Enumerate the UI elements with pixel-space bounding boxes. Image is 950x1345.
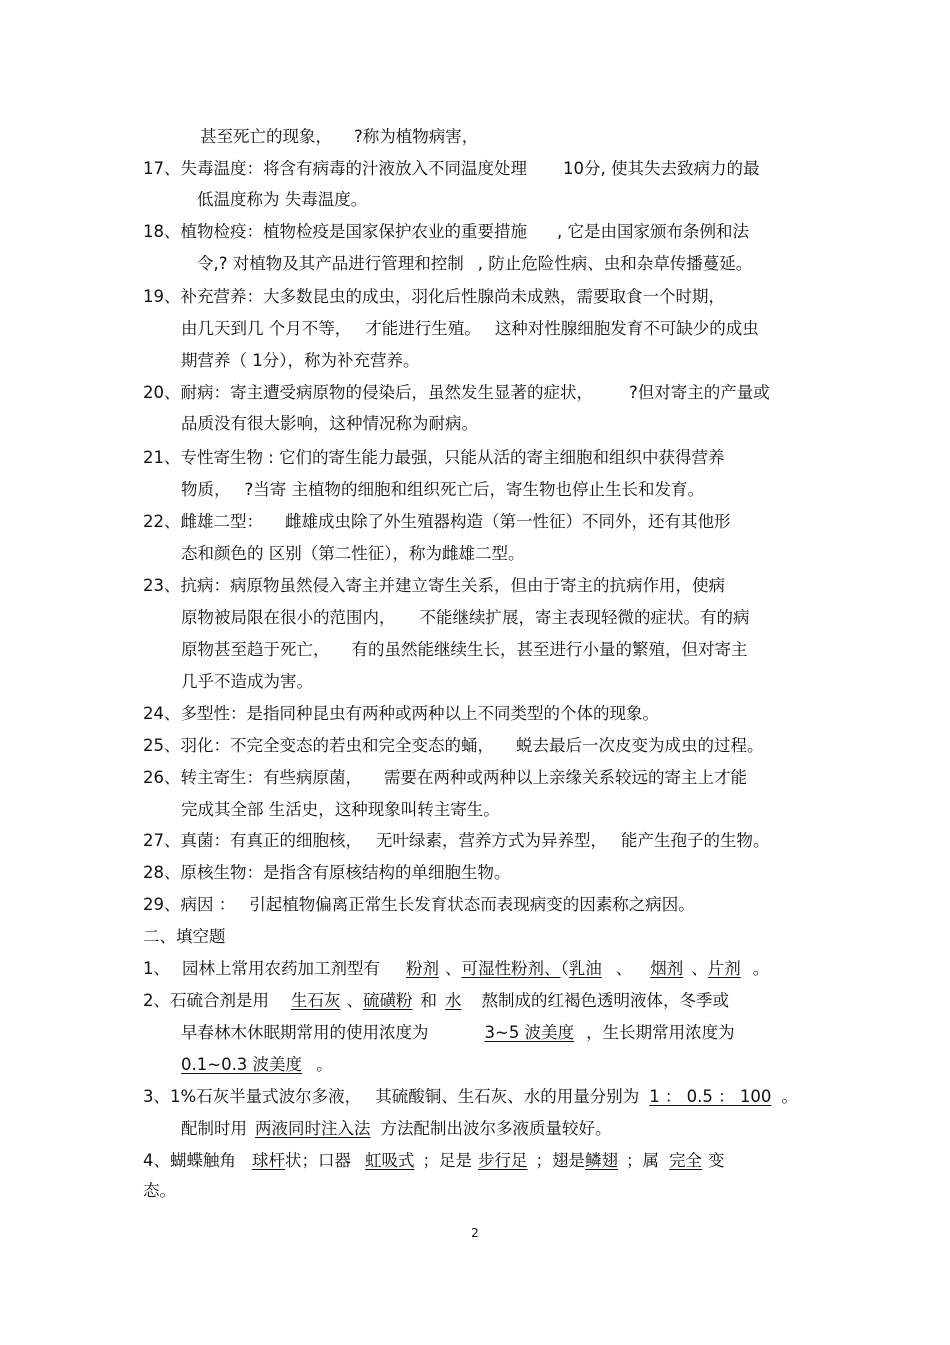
text-segment: ；翅是 — [535, 1151, 585, 1170]
text-segment: 物质， — [181, 480, 231, 499]
text-segment: ?称为植物病害， — [354, 127, 479, 146]
text-segment: 这种对性腺细胞发育不可缺少的成虫 — [494, 319, 759, 338]
text-line — [143, 1150, 725, 1172]
text-segment: ?当寄 主植物的细胞和组织死亡后，寄生物也停止生长和发育。 — [244, 480, 705, 499]
text-segment: ?但对寄主的产量或 — [629, 383, 770, 402]
text-segment: 1、 — [143, 959, 170, 978]
answer-blank: 完全 — [669, 1151, 702, 1170]
text-line — [197, 253, 752, 275]
text-segment: 需要在两种或两种以上亲缘关系较远的寄主上才能 — [384, 768, 747, 787]
text-segment: 25、羽化：不完全变态的若虫和完全变态的蛹， — [143, 736, 494, 755]
text-line — [143, 221, 749, 243]
text-segment: 有的虽然能继续生长，甚至进行小量的繁殖，但对寄主 — [351, 640, 748, 659]
text-segment: 二、填空题 — [143, 927, 226, 946]
answer-blank: 生石灰 — [291, 991, 341, 1010]
text-line — [143, 862, 511, 884]
text-line — [143, 990, 729, 1012]
text-segment: 19、补充营养：大多数昆虫的成虫，羽化后性腺尚未成熟，需要取食一个时期， — [143, 287, 725, 306]
text-segment: 态和颜色的 区别（第二性征），称为雌雄二型。 — [181, 544, 525, 563]
text-segment: 17、失毒温度：将含有病毒的汁液放入不同温度处理 — [143, 159, 527, 178]
text-line — [143, 158, 760, 180]
text-segment: 完成其全部 生活史，这种现象叫转主寄生。 — [181, 800, 500, 819]
text-line — [181, 607, 750, 629]
text-segment: 生石灰、 — [457, 1087, 524, 1106]
text-segment: 熬制成的红褐色透明液体，冬季或 — [481, 991, 729, 1010]
text-segment: ，生长期常用浓度为 — [586, 1023, 735, 1042]
text-segment: 4、蝴蝶触角 — [143, 1151, 236, 1170]
text-segment: 甚至死亡的现象， — [200, 127, 332, 146]
text-segment: 18、植物检疫：植物检疫是国家保护农业的重要措施 — [143, 222, 527, 241]
text-segment: 23、抗病：病原物虽然侵入寄主并建立寄生关系，但由于寄主的抗病作用，使病 — [143, 576, 725, 595]
text-segment: 。 — [752, 959, 770, 978]
text-line — [181, 639, 748, 661]
text-line — [181, 1054, 333, 1076]
text-segment: 无叶绿素，营养方式为异养型， — [376, 831, 607, 850]
answer-blank: 粉剂 — [406, 959, 439, 978]
answer-blank: 烟剂 — [650, 959, 684, 978]
text-segment: 引起植物偏离正常生长发育状态而表现病变的因素称之病因。 — [249, 895, 695, 914]
text-segment: 22、雌雄二型： — [143, 512, 263, 531]
text-segment: 原物甚至趋于死亡， — [181, 640, 330, 659]
text-line — [181, 1118, 612, 1140]
answer-blank: 3~5 波美度 — [484, 1023, 575, 1042]
text-line — [181, 479, 704, 501]
text-segment: 2、石硫合剂是用 — [143, 991, 269, 1010]
text-segment: 能产生孢子的生物。 — [621, 831, 770, 850]
text-line — [143, 703, 659, 725]
answer-blank: 0.1~0.3 波美度 — [181, 1055, 303, 1074]
text-line — [143, 735, 764, 757]
text-segment: ；足是 — [422, 1151, 472, 1170]
text-segment: 28、原核生物：是指含有原核结构的单细胞生物。 — [143, 863, 511, 882]
text-line — [197, 189, 367, 211]
text-line — [143, 830, 770, 852]
text-segment: 令,? 对植物及其产品进行管理和控制 — [197, 254, 464, 273]
answer-blank: 鳞翅 — [585, 1151, 618, 1170]
text-segment: , 它是由国家颁布条例和法 — [557, 222, 749, 241]
answer-blank: 片剂 — [707, 959, 741, 978]
text-segment: 27、真菌：有真正的细胞核， — [143, 831, 362, 850]
text-segment: 园林上常用农药加工剂型有 — [182, 959, 380, 978]
text-segment: 、 — [445, 959, 462, 978]
text-line — [181, 413, 478, 435]
text-segment: 29、病因 ： — [143, 895, 236, 914]
answer-blank: 球杆 — [252, 1151, 285, 1170]
text-segment: 3、1%石灰半量式波尔多液， — [143, 1087, 362, 1106]
text-segment: 才能进行生殖。 — [365, 319, 481, 338]
text-segment: 。 — [781, 1087, 798, 1106]
text-segment: 其硫酸铜、 — [375, 1087, 458, 1106]
answer-blank: 硫磺粉 — [363, 991, 413, 1010]
text-segment: 和 — [420, 991, 437, 1010]
text-segment: 蜕去最后一次皮变为成虫的过程。 — [516, 736, 764, 755]
text-line — [143, 447, 725, 469]
text-line — [181, 543, 525, 565]
page-number: 2 — [471, 1226, 479, 1240]
answer-blank: 水 — [445, 991, 462, 1010]
text-segment: 原物被局限在很小的范围内， — [181, 608, 396, 627]
text-segment: ；属 — [626, 1151, 659, 1170]
text-segment: 20、耐病：寄主遭受病原物的侵染后，虽然发生显著的症状， — [143, 383, 593, 402]
text-segment: 品质没有很大影响，这种情况称为耐病。 — [181, 414, 478, 433]
text-segment: 方法配制出波尔多液质量较好。 — [380, 1119, 612, 1138]
text-segment: 、 — [615, 959, 633, 978]
section-heading — [143, 926, 226, 948]
text-line — [143, 286, 725, 308]
text-segment: 26、转主寄生：有些病原菌， — [143, 768, 362, 787]
answer-blank: 1 ： 0.5 ： 100 — [649, 1087, 772, 1106]
text-line — [143, 767, 747, 789]
text-segment: （ — [560, 959, 569, 978]
text-segment: 由几天到几 个月不等， — [181, 319, 352, 338]
text-line — [181, 350, 420, 372]
answer-blank: 虹吸式 — [365, 1151, 415, 1170]
text-segment: 态。 — [143, 1181, 176, 1200]
text-line — [143, 575, 725, 597]
text-line — [143, 511, 731, 533]
text-segment: , 防止危险性病、虫和杂草传播蔓延。 — [477, 254, 753, 273]
text-line — [143, 958, 769, 980]
text-line — [181, 1022, 735, 1044]
text-segment: 几乎不造成为害。 — [181, 672, 313, 691]
text-segment: 、 — [691, 959, 708, 978]
text-segment: 24、多型性：是指同种昆虫有两种或两种以上不同类型的个体的现象。 — [143, 704, 659, 723]
text-segment: 水的用量分别为 — [523, 1087, 640, 1106]
text-line — [181, 799, 500, 821]
text-line — [143, 894, 695, 916]
text-segment: 。 — [316, 1055, 333, 1074]
text-segment: 早春林木休眠期常用的使用浓度为 — [181, 1023, 429, 1042]
text-segment: 不能继续扩展，寄主表现轻微的症状。有的病 — [419, 608, 750, 627]
text-line — [181, 318, 759, 340]
answer-blank: 步行足 — [478, 1151, 528, 1170]
text-segment: 配制时用 — [181, 1119, 247, 1138]
text-line — [181, 671, 313, 693]
text-segment: 10分, 使其失去致病力的最 — [563, 159, 760, 178]
text-segment: 状；口器 — [285, 1151, 351, 1170]
text-segment: 变 — [708, 1151, 725, 1170]
text-line — [143, 1086, 798, 1108]
text-segment: 、 — [346, 991, 363, 1010]
text-line — [143, 382, 770, 404]
text-line — [143, 1180, 176, 1202]
answer-blank: 两液同时注入法 — [255, 1119, 371, 1138]
text-segment: 低温度称为 失毒温度。 — [197, 190, 368, 209]
answer-blank: 乳油 — [568, 959, 602, 978]
text-segment: 雌雄成虫除了外生殖器构造（第一性征）不同外，还有其他形 — [285, 512, 731, 531]
text-line — [200, 126, 478, 148]
answer-blank: 可湿性粉剂、 — [461, 959, 561, 978]
text-segment: 期营养（ 1分），称为补充营养。 — [181, 351, 420, 370]
text-segment: 21、专性寄生物 : 它们的寄生能力最强，只能从活的寄主细胞和组织中获得营养 — [143, 448, 725, 467]
